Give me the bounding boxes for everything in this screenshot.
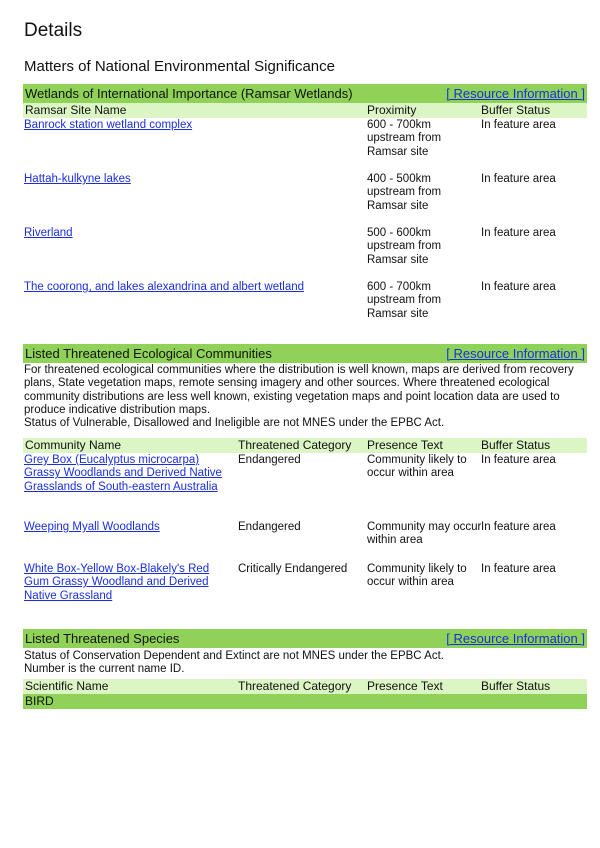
species-title: Listed Threatened Species bbox=[25, 631, 180, 646]
communities-title: Listed Threatened Ecological Communities bbox=[25, 346, 272, 361]
wetland-link-riverland[interactable]: Riverland bbox=[24, 227, 73, 239]
description-line: For threatened ecological communities where the distribution is well known, maps are derived from recovery bbox=[24, 364, 574, 376]
description-line: Number is the current name ID. bbox=[24, 663, 185, 676]
wetland-buffer-status: In feature area bbox=[481, 173, 556, 185]
section-title: Matters of National Environmental Significance bbox=[24, 58, 335, 75]
proximity-line: 600 - 700km bbox=[367, 281, 431, 293]
col-buffer-status: Buffer Status bbox=[481, 103, 551, 117]
species-group-row bbox=[23, 694, 587, 709]
species-table-header bbox=[23, 679, 587, 694]
community-category: Critically Endangered bbox=[238, 563, 348, 575]
description-line: community distributions are less well known, existing vegetation maps and point location data are used to bbox=[24, 390, 560, 403]
wetland-proximity bbox=[367, 227, 441, 267]
wetlands-title: Wetlands of International Importance (Ramsar Wetlands) bbox=[25, 86, 353, 101]
community-link-weeping-myall[interactable] bbox=[24, 521, 160, 534]
col-ramsar-site-name: Ramsar Site Name bbox=[25, 103, 127, 117]
wetlands-section-header bbox=[23, 84, 587, 103]
communities-resource-link[interactable]: [ Resource Information ] bbox=[446, 346, 585, 361]
col-threatened-category: Threatened Category bbox=[238, 438, 352, 452]
col-threatened-category: Threatened Category bbox=[238, 679, 352, 693]
wetland-link-banrock[interactable]: Banrock station wetland complex bbox=[24, 119, 193, 131]
proximity-line: Ramsar site bbox=[367, 253, 429, 266]
proximity-line: upstream from bbox=[367, 240, 442, 253]
community-buffer-status: In feature area bbox=[481, 563, 556, 575]
community-name-line: Grey Box (Eucalyptus microcarpa) bbox=[24, 454, 200, 466]
presence-line: Community may occur bbox=[367, 521, 482, 533]
proximity-line: Ramsar site bbox=[367, 199, 429, 212]
proximity-line: 600 - 700km bbox=[367, 119, 431, 131]
community-buffer-status: In feature area bbox=[481, 454, 556, 466]
communities-table-header bbox=[23, 438, 587, 453]
proximity-line: upstream from bbox=[367, 132, 442, 145]
wetland-proximity bbox=[367, 173, 441, 213]
communities-section-header bbox=[23, 344, 587, 363]
proximity-line: upstream from bbox=[367, 186, 442, 199]
description-line: plans, State vegetation maps, remote sensing imagery and other sources. Where threatened ecological bbox=[24, 377, 550, 390]
community-category: Endangered bbox=[238, 454, 301, 466]
community-name-line: Weeping Myall Woodlands bbox=[24, 521, 160, 533]
community-name-line: Grasslands of South-eastern Australia bbox=[24, 480, 218, 493]
col-presence-text: Presence Text bbox=[367, 438, 443, 452]
wetland-buffer-status: In feature area bbox=[481, 281, 556, 293]
community-category: Endangered bbox=[238, 521, 301, 533]
community-name-line: Grassy Woodlands and Derived Native bbox=[24, 467, 222, 480]
wetland-link-hattah-kulkyne[interactable]: Hattah-kulkyne lakes bbox=[24, 173, 131, 185]
community-link-white-box[interactable] bbox=[24, 563, 209, 603]
wetland-proximity bbox=[367, 119, 441, 159]
community-name-line: Native Grassland bbox=[24, 589, 113, 602]
proximity-line: 500 - 600km bbox=[367, 227, 431, 239]
community-link-grey-box[interactable] bbox=[24, 454, 222, 494]
proximity-line: Ramsar site bbox=[367, 307, 429, 320]
presence-line: Community likely to bbox=[367, 454, 467, 466]
wetland-proximity bbox=[367, 281, 441, 321]
proximity-line: Ramsar site bbox=[367, 145, 429, 158]
community-name-line: White Box-Yellow Box-Blakely's Red bbox=[24, 563, 210, 575]
wetlands-resource-link[interactable]: [ Resource Information ] bbox=[446, 86, 585, 101]
col-presence-text: Presence Text bbox=[367, 679, 443, 693]
wetland-buffer-status: In feature area bbox=[481, 119, 556, 131]
wetland-link-coorong[interactable]: The coorong, and lakes alexandrina and albert wetland bbox=[24, 281, 305, 293]
col-scientific-name: Scientific Name bbox=[25, 679, 109, 693]
col-community-name: Community Name bbox=[25, 438, 122, 452]
proximity-line: upstream from bbox=[367, 294, 442, 307]
species-description bbox=[24, 650, 586, 677]
description-line: produce indicative distribution maps. bbox=[24, 403, 211, 416]
community-presence bbox=[367, 454, 467, 481]
proximity-line: 400 - 500km bbox=[367, 173, 431, 185]
communities-description bbox=[24, 364, 586, 430]
community-presence bbox=[367, 563, 467, 590]
page-title: Details bbox=[24, 20, 83, 41]
col-proximity: Proximity bbox=[367, 103, 417, 117]
presence-line: occur within area bbox=[367, 576, 454, 589]
description-line: Status of Conservation Dependent and Extinct are not MNES under the EPBC Act. bbox=[24, 650, 444, 662]
wetlands-table-header bbox=[23, 103, 587, 118]
species-section-header bbox=[23, 629, 587, 648]
presence-line: Community likely to bbox=[367, 563, 467, 575]
col-buffer-status: Buffer Status bbox=[481, 679, 551, 693]
species-resource-link[interactable]: [ Resource Information ] bbox=[446, 631, 585, 646]
presence-line: occur within area bbox=[367, 467, 454, 480]
wetland-buffer-status: In feature area bbox=[481, 227, 556, 239]
col-buffer-status: Buffer Status bbox=[481, 438, 551, 452]
community-buffer-status: In feature area bbox=[481, 521, 556, 533]
presence-line: within area bbox=[367, 534, 423, 547]
species-group-label: BIRD bbox=[25, 694, 54, 708]
description-line: Status of Vulnerable, Disallowed and Ineligible are not MNES under the EPBC Act. bbox=[24, 417, 445, 430]
community-name-line: Gum Grassy Woodland and Derived bbox=[24, 576, 209, 589]
community-presence bbox=[367, 521, 481, 548]
